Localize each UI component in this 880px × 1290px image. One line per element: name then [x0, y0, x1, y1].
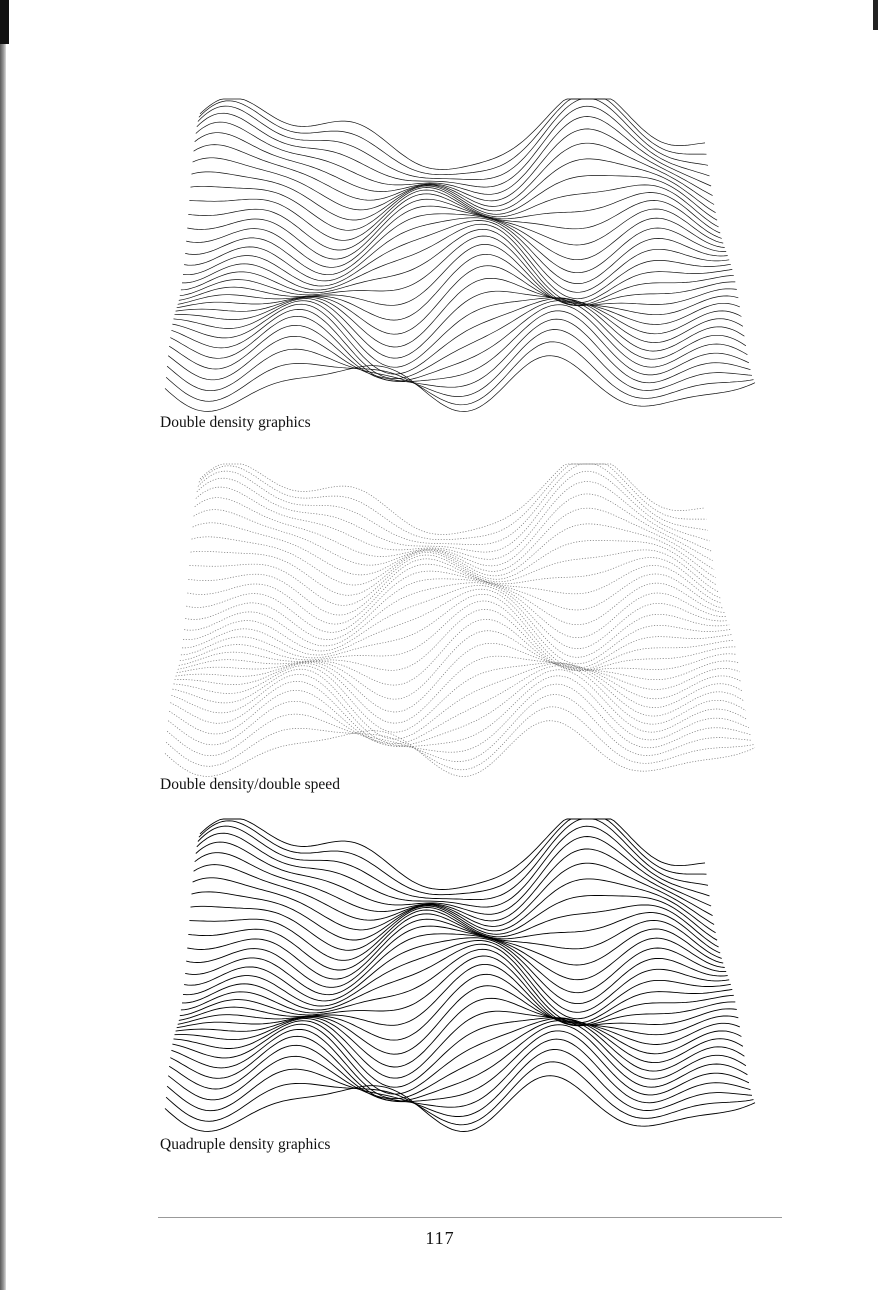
page-binding-edge — [0, 0, 6, 1290]
surface-contour-line — [182, 589, 731, 664]
surface-contour-line — [170, 670, 747, 746]
surface-contour-line — [200, 99, 705, 170]
surface-contour-line — [168, 319, 750, 387]
surface-contour-line — [178, 619, 737, 685]
surface-contour-line — [174, 663, 743, 733]
surface-contour-line — [179, 609, 736, 670]
quadruple-density-figure — [150, 815, 770, 1155]
surface-contour-line — [186, 206, 725, 267]
surface-contour-line — [178, 974, 737, 1040]
surface-contour-line — [199, 464, 707, 540]
surface-contour-line — [166, 342, 753, 405]
surface-contour-line — [185, 579, 726, 640]
surface-contour-line — [187, 564, 723, 624]
surface-contour-line — [165, 721, 755, 777]
surface-contour-line — [185, 934, 726, 995]
double-density-figure — [150, 95, 770, 435]
surface-contour-line — [170, 305, 747, 381]
surface-contour-line — [185, 214, 726, 275]
surface-contour-line — [195, 849, 713, 921]
double-speed-figure — [150, 460, 770, 800]
wireframe-lines — [165, 99, 755, 412]
surface-contour-line — [191, 550, 719, 595]
wireframe-lines — [165, 464, 755, 777]
footer-rule — [158, 1217, 782, 1218]
caption-double-density: Double density graphics — [160, 414, 311, 431]
surface-contour-line — [179, 244, 736, 305]
surface-contour-line — [168, 684, 750, 752]
surface-contour-line — [198, 464, 708, 545]
surface-contour-line — [176, 278, 740, 347]
edge-mark — [873, 0, 878, 30]
surface-contour-line — [182, 944, 731, 1019]
binding-mark — [0, 0, 9, 44]
surface-contour-line — [199, 819, 707, 895]
surface-contour-line — [183, 941, 729, 1013]
surface-contour-line — [168, 1039, 750, 1107]
surface-contour-line — [186, 571, 725, 632]
surface-contour-line — [182, 224, 731, 299]
surface-contour-line — [175, 656, 742, 723]
surface-contour-line — [178, 254, 737, 320]
surface-contour-line — [170, 1025, 747, 1101]
surface-contour-line — [177, 631, 739, 700]
surface-contour-line — [172, 664, 744, 740]
surface-contour-line — [179, 964, 736, 1025]
surface-plot-2 — [150, 460, 770, 800]
surface-contour-line — [166, 1062, 753, 1125]
surface-contour-line — [184, 218, 728, 284]
surface-plot-3 — [150, 815, 770, 1155]
surface-contour-line — [199, 99, 707, 175]
caption-double-speed: Double density/double speed — [160, 776, 340, 793]
surface-contour-line — [171, 666, 746, 744]
surface-contour-line — [184, 583, 728, 649]
surface-contour-line — [195, 129, 713, 201]
surface-contour-line — [183, 221, 729, 293]
surface-contour-line — [186, 926, 725, 987]
page-number: 117 — [425, 1228, 455, 1248]
surface-contour-line — [174, 298, 743, 368]
surface-contour-line — [171, 301, 746, 379]
surface-contour-line — [200, 464, 705, 535]
surface-contour-line — [183, 586, 729, 658]
wireframe-lines — [165, 819, 755, 1132]
surface-contour-line — [184, 938, 728, 1004]
surface-contour-line — [193, 523, 716, 578]
surface-contour-line — [195, 494, 713, 566]
surface-contour-line — [171, 1021, 746, 1099]
surface-contour-line — [200, 819, 705, 890]
surface-contour-line — [176, 643, 740, 712]
caption-quadruple-density: Quadruple density graphics — [160, 1136, 331, 1153]
surface-plot-1 — [150, 95, 770, 435]
surface-contour-line — [166, 707, 753, 770]
